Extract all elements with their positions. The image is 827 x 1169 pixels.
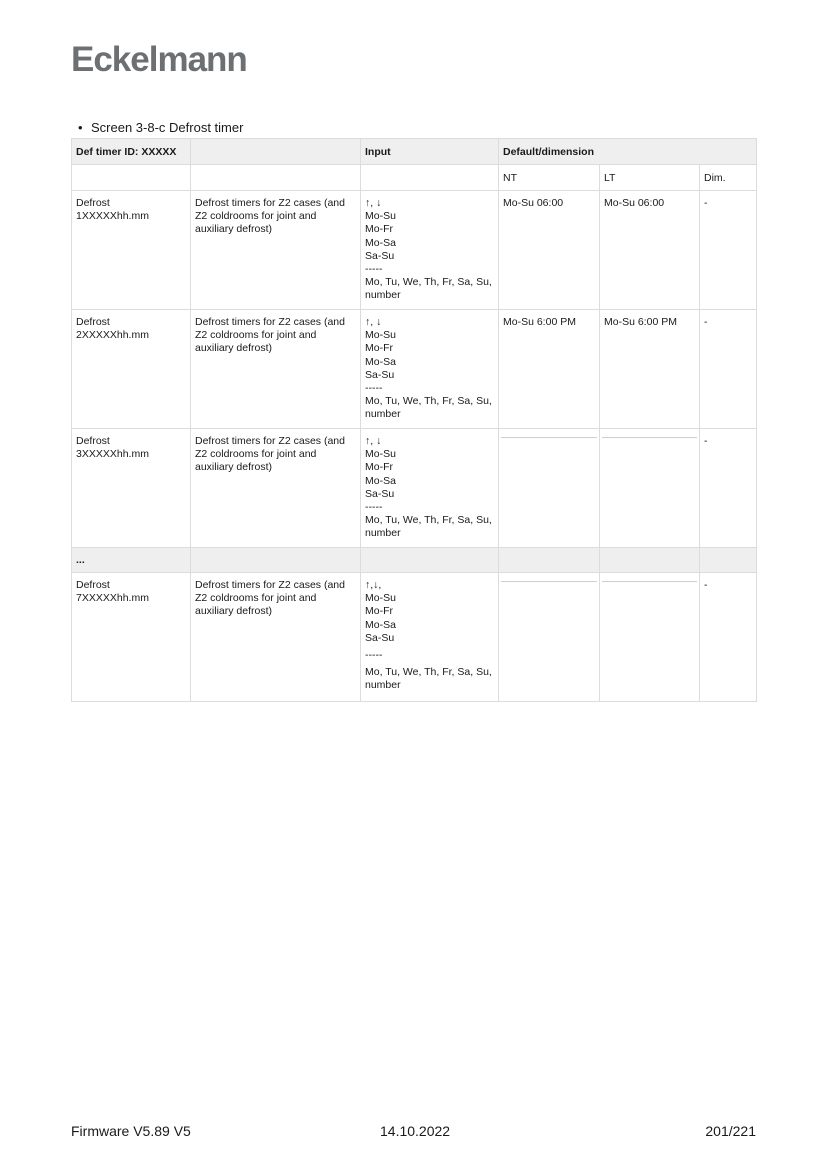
row-3-input: ↑, ↓ Mo-Su Mo-Fr Mo-Sa Sa-Su ----- Mo, Tu, We, Th, Fr, Sa, Su, number xyxy=(361,429,499,548)
row-2-name: Defrost 2XXXXXhh.mm xyxy=(72,310,191,429)
row-2-input: ↑, ↓ Mo-Su Mo-Fr Mo-Sa Sa-Su ----- Mo, Tu, We, Th, Fr, Sa, Su, number xyxy=(361,310,499,429)
row-7-dim: - xyxy=(700,573,757,702)
row-1-dim: - xyxy=(700,191,757,310)
row-7-description: Defrost timers for Z2 cases (and Z2 coldrooms for joint and auxiliary defrost) xyxy=(191,573,361,702)
ellipsis-empty-2 xyxy=(191,548,361,573)
ellipsis-empty-6 xyxy=(700,548,757,573)
footer-firmware-version: Firmware V5.89 V5 xyxy=(71,1123,191,1139)
subheader-empty-2 xyxy=(191,165,361,191)
table-header-row xyxy=(72,139,757,165)
section-title: Screen 3-8-c Defrost timer xyxy=(91,120,244,135)
defrost-timer-table xyxy=(71,138,757,702)
row-3-nt-field xyxy=(499,429,600,548)
ellipsis-cell: ... xyxy=(72,548,191,573)
row-7-lt-blank-line xyxy=(602,581,697,582)
section-heading xyxy=(78,120,243,136)
subheader-lt: LT xyxy=(600,165,700,191)
ellipsis-row xyxy=(72,548,757,573)
row-7-input-sa-su: Sa-Su xyxy=(365,631,395,644)
row-3-nt-blank-line xyxy=(501,437,597,438)
header-description xyxy=(191,139,361,165)
row-7-input-separator: ----- xyxy=(365,649,383,662)
row-7-input-mo-sa: Mo-Sa xyxy=(365,618,396,631)
row-3-description: Defrost timers for Z2 cases (and Z2 coldrooms for joint and auxiliary defrost) xyxy=(191,429,361,548)
subheader-empty-1 xyxy=(72,165,191,191)
row-3-lt-blank-line xyxy=(602,437,697,438)
ellipsis-empty-3 xyxy=(361,548,499,573)
footer-page-number: 201/221 xyxy=(705,1123,756,1139)
row-7-input-mo-fr: Mo-Fr xyxy=(365,605,393,618)
row-7-nt-blank-line xyxy=(501,581,597,582)
row-2-nt: Mo-Su 6:00 PM xyxy=(499,310,600,429)
row-2-description: Defrost timers for Z2 cases (and Z2 coldrooms for joint and auxiliary defrost) xyxy=(191,310,361,429)
table-row xyxy=(72,429,757,548)
eckelmann-logo: Eckelmann xyxy=(71,40,247,79)
ellipsis-empty-4 xyxy=(499,548,600,573)
table-row xyxy=(72,573,757,702)
row-7-input-mo-su: Mo-Su xyxy=(365,592,396,605)
row-7-input-days: Mo, Tu, We, Th, Fr, Sa, Su, number xyxy=(365,666,492,692)
table-row xyxy=(72,310,757,429)
row-1-input: ↑, ↓ Mo-Su Mo-Fr Mo-Sa Sa-Su ----- Mo, Tu, We, Th, Fr, Sa, Su, number xyxy=(361,191,499,310)
row-7-name: Defrost 7XXXXXhh.mm xyxy=(72,573,191,702)
row-7-lt-field xyxy=(600,573,700,702)
header-def-timer-id: Def timer ID: XXXXX xyxy=(72,139,191,165)
row-7-input-arrows: ↑,↓, xyxy=(365,579,382,591)
subheader-empty-3 xyxy=(361,165,499,191)
header-default-dimension: Default/dimension xyxy=(499,139,757,165)
row-7-nt-field xyxy=(499,573,600,702)
header-input: Input xyxy=(361,139,499,165)
row-2-lt: Mo-Su 6:00 PM xyxy=(600,310,700,429)
footer-date: 14.10.2022 xyxy=(380,1123,451,1139)
row-3-lt-field xyxy=(600,429,700,548)
row-2-dim: - xyxy=(700,310,757,429)
row-1-description: Defrost timers for Z2 cases (and Z2 coldrooms for joint and auxiliary defrost) xyxy=(191,191,361,310)
bullet-point: • xyxy=(78,120,83,135)
ellipsis-empty-5 xyxy=(600,548,700,573)
row-3-name: Defrost 3XXXXXhh.mm xyxy=(72,429,191,548)
table-row xyxy=(72,191,757,310)
table-subheader-row xyxy=(72,165,757,191)
subheader-nt: NT xyxy=(499,165,600,191)
subheader-dim: Dim. xyxy=(700,165,757,191)
row-1-lt: Mo-Su 06:00 xyxy=(600,191,700,310)
row-1-nt: Mo-Su 06:00 xyxy=(499,191,600,310)
row-3-dim: - xyxy=(700,429,757,548)
row-7-input xyxy=(361,573,499,702)
row-1-name: Defrost 1XXXXXhh.mm xyxy=(72,191,191,310)
